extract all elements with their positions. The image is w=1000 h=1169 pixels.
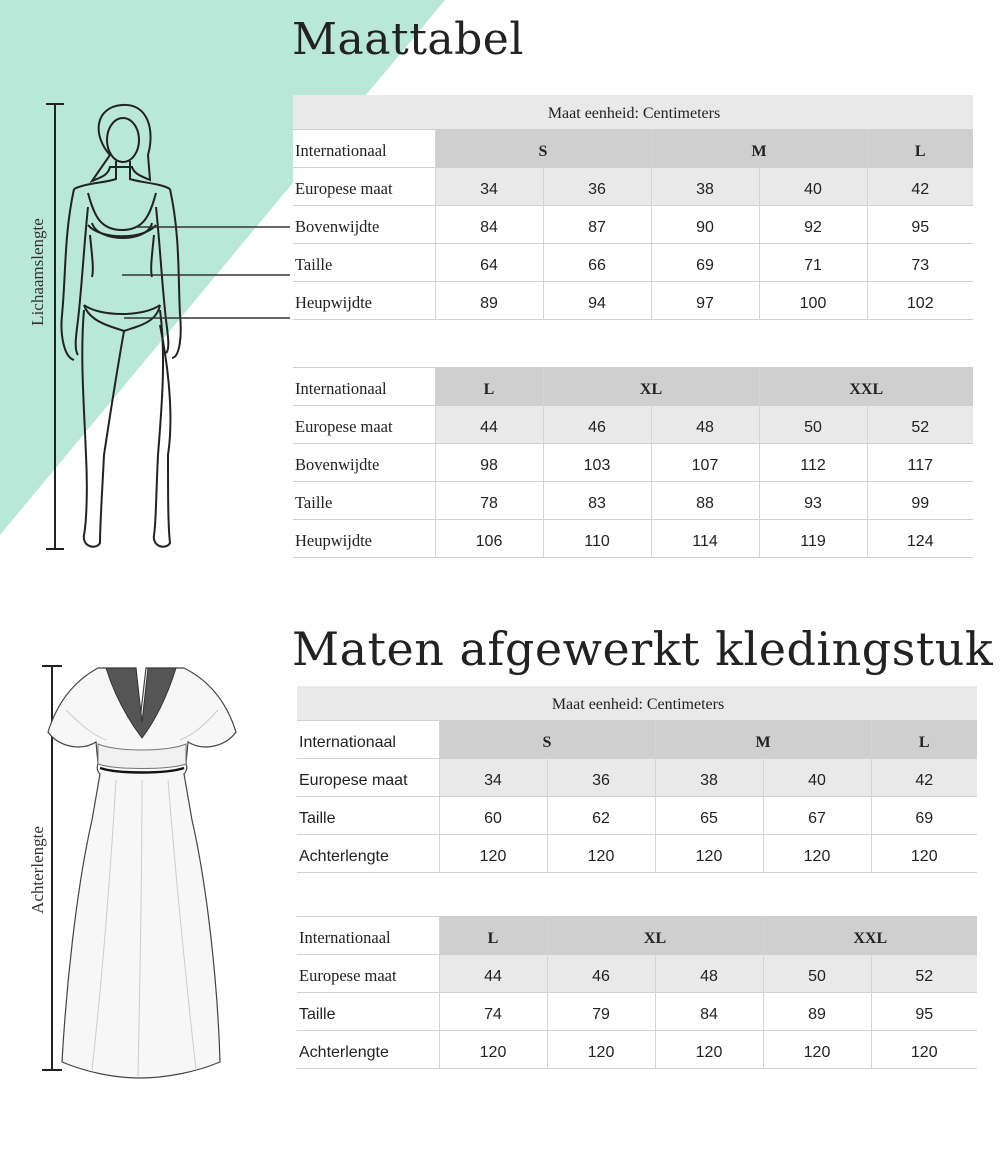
size-header-xl: XL (547, 917, 763, 955)
cell-value: 94 (543, 281, 651, 319)
row-label: Taille (299, 809, 336, 827)
row-label: Taille (295, 254, 333, 274)
cell-value: 36 (547, 758, 655, 796)
cell-value: 69 (651, 243, 759, 281)
cell-value: 46 (547, 955, 655, 993)
row-label: Taille (295, 493, 333, 512)
cell-value: 120 (439, 1031, 547, 1069)
row-label-international: Internationaal (297, 917, 439, 955)
size-table-1 (293, 95, 973, 320)
cell-value: 50 (759, 406, 867, 444)
cell-value: 84 (435, 205, 543, 243)
row-label: Europese maat (297, 955, 439, 993)
unit-label: Maat eenheid: Centimeters (297, 686, 977, 720)
table-row (293, 167, 973, 205)
cell-value: 42 (867, 167, 973, 205)
cell-value: 112 (759, 444, 867, 482)
cell-value: 93 (759, 482, 867, 520)
row-label: Achterlengte (299, 1044, 389, 1061)
table-row (297, 796, 977, 834)
cell-value: 42 (871, 758, 977, 796)
row-label-international: Internationaal (297, 720, 439, 758)
cell-value: 67 (763, 796, 871, 834)
cell-value: 78 (435, 482, 543, 520)
garment-size-table-1 (297, 686, 977, 873)
table-row (297, 1031, 977, 1069)
cell-value: 34 (439, 758, 547, 796)
cell-value: 107 (651, 444, 759, 482)
size-header-xxl: XXL (763, 917, 977, 955)
cell-value: 110 (543, 520, 651, 558)
row-label: Europese maat (293, 406, 435, 444)
cell-value: 38 (651, 167, 759, 205)
cell-value: 66 (543, 243, 651, 281)
cell-value: 52 (867, 406, 973, 444)
size-header-xxl: XXL (759, 368, 973, 406)
cell-value: 79 (547, 993, 655, 1031)
cell-value: 95 (871, 993, 977, 1031)
cell-value: 71 (759, 243, 867, 281)
cell-value: 97 (651, 281, 759, 319)
cell-value: 117 (867, 444, 973, 482)
cell-value: 114 (651, 520, 759, 558)
table-row (293, 406, 973, 444)
cell-value: 64 (435, 243, 543, 281)
cell-value: 120 (871, 1031, 977, 1069)
cell-value: 44 (435, 406, 543, 444)
row-label: Achterlengte (299, 847, 389, 865)
body-figure-illustration (40, 95, 300, 560)
table-row (293, 482, 973, 520)
cell-value: 46 (543, 406, 651, 444)
cell-value: 83 (543, 482, 651, 520)
row-label: Heupwijdte (295, 531, 372, 550)
cell-value: 40 (759, 167, 867, 205)
cell-value: 60 (439, 796, 547, 834)
cell-value: 120 (871, 834, 977, 872)
cell-value: 120 (763, 834, 871, 872)
cell-value: 90 (651, 205, 759, 243)
cell-value: 87 (543, 205, 651, 243)
cell-value: 120 (763, 1031, 871, 1069)
cell-value: 73 (867, 243, 973, 281)
cell-value: 84 (655, 993, 763, 1031)
body-length-label: Lichaamslengte (28, 218, 47, 326)
table-row (297, 993, 977, 1031)
size-header-s: S (439, 720, 655, 758)
cell-value: 120 (655, 1031, 763, 1069)
size-header-l: L (439, 917, 547, 955)
cell-value: 48 (651, 406, 759, 444)
cell-value: 74 (439, 993, 547, 1031)
page-title: Maattabel (292, 14, 524, 65)
cell-value: 100 (759, 281, 867, 319)
cell-value: 99 (867, 482, 973, 520)
unit-label: Maat eenheid: Centimeters (293, 95, 973, 129)
table-row (293, 205, 973, 243)
row-label: Bovenwijdte (295, 216, 380, 236)
table-row (297, 758, 977, 796)
size-header-xl: XL (543, 368, 759, 406)
cell-value: 89 (435, 281, 543, 319)
cell-value: 88 (651, 482, 759, 520)
size-header-l: L (867, 129, 973, 167)
cell-value: 95 (867, 205, 973, 243)
cell-value: 65 (655, 796, 763, 834)
cell-value: 62 (547, 796, 655, 834)
cell-value: 38 (655, 758, 763, 796)
cell-value: 44 (439, 955, 547, 993)
table-row (293, 281, 973, 319)
size-header-m: M (655, 720, 871, 758)
cell-value: 36 (543, 167, 651, 205)
garment-section-title: Maten afgewerkt kledingstuk (292, 622, 994, 676)
size-header-s: S (435, 129, 651, 167)
table-row (293, 243, 973, 281)
cell-value: 52 (871, 955, 977, 993)
table-row (297, 955, 977, 993)
cell-value: 48 (655, 955, 763, 993)
cell-value: 119 (759, 520, 867, 558)
size-header-l: L (435, 368, 543, 406)
size-table-2 (293, 367, 973, 558)
cell-value: 98 (435, 444, 543, 482)
row-label: Europese maat (297, 758, 439, 796)
size-header-l: L (871, 720, 977, 758)
garment-size-table-2 (297, 916, 977, 1069)
size-header-m: M (651, 129, 867, 167)
table-row (293, 444, 973, 482)
row-label: Heupwijdte (295, 292, 372, 312)
row-label: Bovenwijdte (295, 455, 380, 474)
cell-value: 120 (547, 1031, 655, 1069)
dress-illustration (36, 660, 256, 1080)
cell-value: 89 (763, 993, 871, 1031)
cell-value: 50 (763, 955, 871, 993)
cell-value: 69 (871, 796, 977, 834)
cell-value: 34 (435, 167, 543, 205)
cell-value: 40 (763, 758, 871, 796)
row-label: Taille (299, 1006, 336, 1023)
row-label-international: Internationaal (293, 368, 435, 406)
cell-value: 103 (543, 444, 651, 482)
cell-value: 124 (867, 520, 973, 558)
cell-value: 120 (547, 834, 655, 872)
table-row (297, 834, 977, 872)
table-row (293, 520, 973, 558)
cell-value: 106 (435, 520, 543, 558)
cell-value: 120 (655, 834, 763, 872)
cell-value: 120 (439, 834, 547, 872)
back-length-label: Achterlengte (28, 826, 47, 914)
cell-value: 102 (867, 281, 973, 319)
cell-value: 92 (759, 205, 867, 243)
row-label: Europese maat (293, 167, 435, 205)
row-label-international: Internationaal (293, 129, 435, 167)
